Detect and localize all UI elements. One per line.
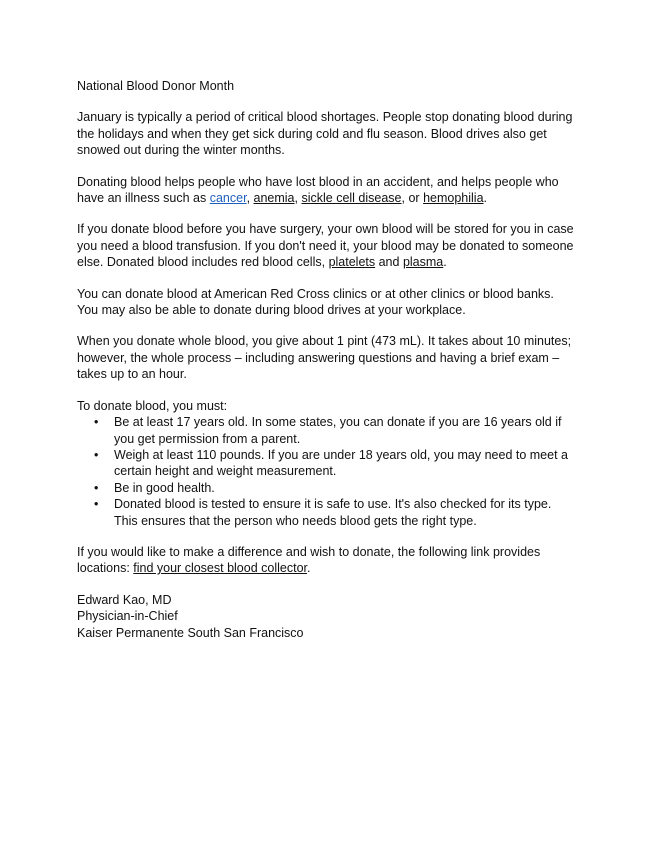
requirements-list	[77, 414, 577, 529]
list-item-text: Weigh at least 110 pounds. If you are under 18 years old, you may need to meet a certain height and weight measurement.	[114, 447, 568, 479]
bullet-icon: •	[94, 415, 99, 430]
signature-block	[77, 592, 577, 641]
list-item-text: Donated blood is tested to ensure it is safe to use. It's also checked for its type. This ensures that the person who needs blood gets the right type.	[114, 497, 552, 528]
document-body	[77, 78, 577, 641]
separator: ,	[246, 191, 254, 206]
paragraph-text: Donating blood helps people who have lost blood in an accident, and helps people who have an illness such as	[77, 174, 559, 206]
document-title: National Blood Donor Month	[77, 79, 235, 93]
separator: , or	[401, 191, 424, 206]
separator: ,	[294, 191, 302, 206]
sickle-cell-disease-link[interactable]: sickle cell disease	[301, 191, 402, 206]
paragraph-end: .	[483, 191, 488, 206]
paragraph-where-to-donate: You can donate blood at American Red Cross clinics or at other clinics or blood banks. You may also be able to donate during blood drives at your workplace.	[77, 286, 554, 318]
anemia-link[interactable]: anemia	[253, 191, 295, 206]
separator: and	[375, 255, 403, 270]
bullet-icon: •	[94, 447, 99, 462]
paragraph-blood-shortages: January is typically a period of critical blood shortages. People stop donating blood during the holidays and when they get sick during cold and flu season. Blood drives also get snowed out during the winter months.	[77, 110, 573, 158]
find-blood-collector-link[interactable]: find your closest blood collector	[133, 561, 307, 576]
list-item	[77, 480, 577, 496]
list-intro: To donate blood, you must:	[77, 398, 228, 413]
signature-name: Edward Kao, MD	[77, 592, 172, 607]
paragraph-donation-helps	[77, 174, 577, 207]
signature-organization: Kaiser Permanente South San Francisco	[77, 625, 304, 640]
paragraph-end: .	[307, 561, 311, 576]
list-item	[77, 414, 577, 447]
list-item-text: Be at least 17 years old. In some states, you can donate if you are 16 years old if you get permission from a parent.	[114, 415, 562, 446]
list-item-text: Be in good health.	[114, 480, 215, 495]
plasma-link[interactable]: plasma	[402, 255, 444, 270]
paragraph-donate-link	[77, 544, 577, 577]
bullet-icon: •	[94, 497, 99, 512]
platelets-link[interactable]: platelets	[328, 255, 376, 270]
signature-role: Physician-in-Chief	[77, 609, 178, 624]
paragraph-text: If you donate blood before you have surgery, your own blood will be stored for you in case you need a blood transfusion. If you don't need it, your blood may be donated to someone else. Donated blood includes red blood cells,	[77, 222, 574, 270]
hemophilia-link[interactable]: hemophilia	[423, 191, 484, 206]
cancer-link[interactable]: cancer	[209, 191, 247, 206]
bullet-icon: •	[94, 480, 99, 495]
list-item	[77, 447, 577, 480]
paragraph-surgery	[77, 221, 577, 270]
paragraph-whole-blood: When you donate whole blood, you give about 1 pint (473 mL). It takes about 10 minutes; however, the whole process – including answering questions and having a brief exam – takes up to an hour.	[77, 334, 572, 382]
list-item	[77, 496, 577, 529]
paragraph-end: .	[443, 255, 447, 270]
paragraph-text: If you would like to make a difference and wish to donate, the following link provides locations:	[77, 544, 541, 576]
